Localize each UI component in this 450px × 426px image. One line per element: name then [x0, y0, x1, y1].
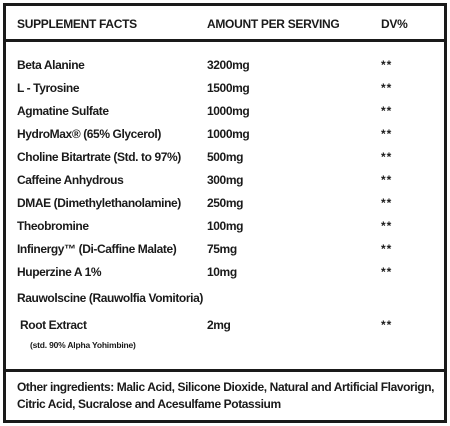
ingredient-dv: ** [381, 81, 393, 95]
ingredient-row [6, 215, 444, 237]
ingredient-dv: ** [381, 150, 393, 164]
ingredient-amount: 3200mg [207, 58, 250, 72]
ingredient-row [6, 100, 444, 122]
ingredient-row [6, 169, 444, 191]
ingredient-name: Infinergy™ (Di-Caffine Malate) [17, 242, 177, 256]
ingredient-dv: ** [381, 58, 393, 72]
other-ingredients: Other ingredients: Malic Acid, Silicone Dioxide, Natural and Artificial Flavorign, Citric Acid, Sucralose and Acesulfame Potassium [17, 380, 435, 411]
ingredient-dv: ** [381, 104, 393, 118]
facts-body [6, 42, 444, 369]
facts-header [6, 6, 444, 42]
ingredient-dv: ** [381, 219, 393, 233]
ingredient-amount: 2mg [207, 318, 231, 332]
ingredient-dv: ** [381, 127, 393, 141]
ingredient-row [6, 192, 444, 214]
ingredient-amount: 100mg [207, 219, 244, 233]
ingredient-row [6, 261, 444, 283]
ingredient-name: Huperzine A 1% [17, 265, 102, 279]
ingredient-amount: 250mg [207, 196, 244, 210]
ingredient-name: DMAE (Dimethylethanolamine) [17, 196, 181, 210]
standardization-note: (std. 90% Alpha Yohimbine) [30, 340, 136, 350]
ingredient-amount: 10mg [207, 265, 237, 279]
ingredient-amount: 1000mg [207, 104, 250, 118]
ingredient-dv: ** [381, 196, 393, 210]
ingredient-name: Theobromine [17, 219, 89, 233]
header-dv: DV% [381, 17, 408, 31]
ingredient-row [6, 146, 444, 168]
ingredient-name: Rauwolscine (Rauwolfia Vomitoria) [17, 291, 203, 305]
ingredient-name: Root Extract [20, 318, 87, 332]
ingredient-amount: 75mg [207, 242, 237, 256]
ingredient-row [6, 238, 444, 260]
ingredient-row [6, 123, 444, 145]
ingredient-name: HydroMax® (65% Glycerol) [17, 127, 161, 141]
header-supplement-facts: SUPPLEMENT FACTS [17, 17, 137, 31]
ingredient-row [6, 287, 444, 309]
ingredient-row [6, 54, 444, 76]
ingredient-dv: ** [381, 318, 393, 332]
ingredient-name: L - Tyrosine [17, 81, 80, 95]
ingredient-amount: 300mg [207, 173, 244, 187]
ingredient-amount: 500mg [207, 150, 244, 164]
ingredient-row [6, 77, 444, 99]
ingredient-name: Beta Alanine [17, 58, 85, 72]
section-divider [6, 369, 444, 372]
ingredient-amount: 1000mg [207, 127, 250, 141]
ingredient-name: Agmatine Sulfate [17, 104, 109, 118]
ingredient-amount: 1500mg [207, 81, 250, 95]
ingredient-name: Caffeine Anhydrous [17, 173, 124, 187]
supplement-facts-panel [3, 3, 447, 423]
ingredient-dv: ** [381, 242, 393, 256]
ingredient-row [6, 314, 444, 336]
ingredient-dv: ** [381, 173, 393, 187]
ingredient-dv: ** [381, 265, 393, 279]
header-amount-per-serving: AMOUNT PER SERVING [207, 17, 340, 31]
ingredient-name: Choline Bitartrate (Std. to 97%) [17, 150, 181, 164]
